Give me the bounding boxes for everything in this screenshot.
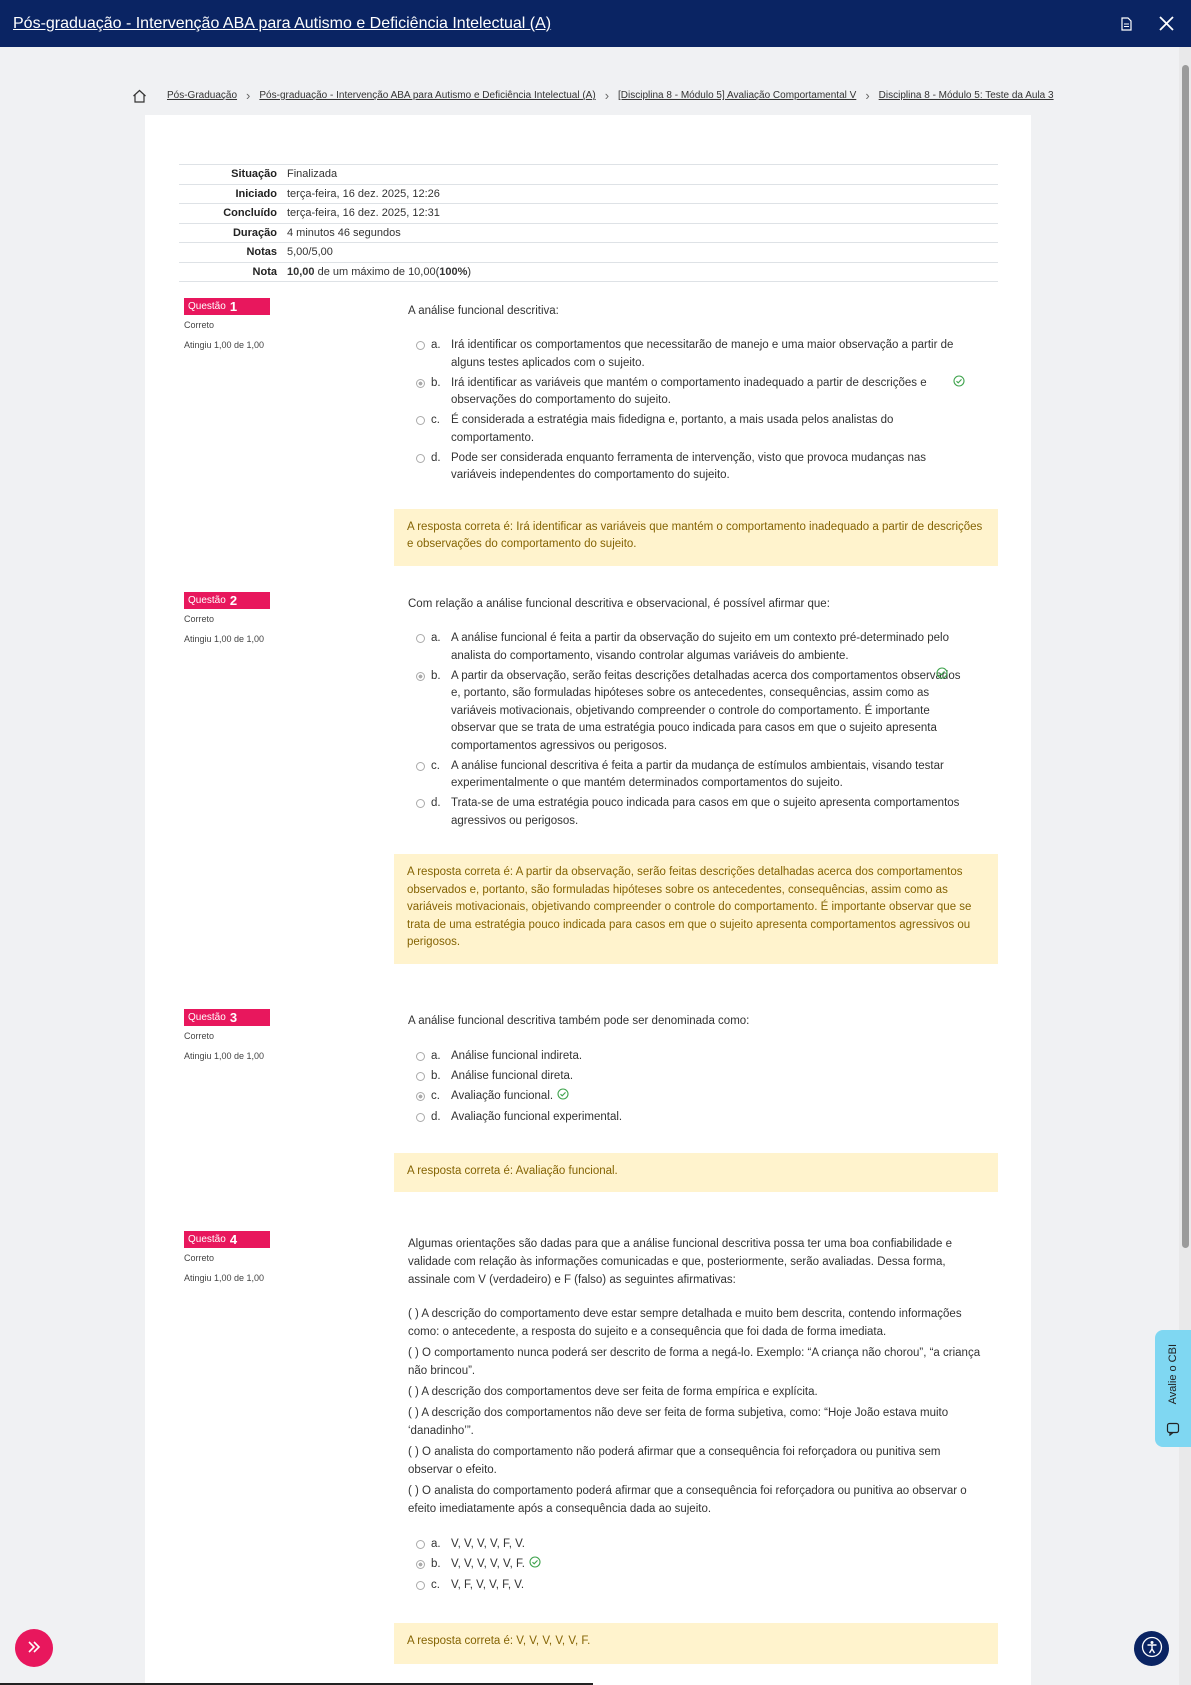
chevron-right-icon: › bbox=[604, 88, 610, 103]
question-text: A análise funcional descritiva: bbox=[408, 305, 559, 317]
breadcrumb-item-module[interactable]: [Disciplina 8 - Módulo 5] Avaliação Comportamental V bbox=[618, 90, 857, 101]
question-grade: Atingiu 1,00 de 1,00 bbox=[184, 634, 265, 644]
radio-button-selected[interactable] bbox=[416, 379, 425, 388]
radio-button[interactable] bbox=[416, 634, 425, 643]
answer-letter: a. bbox=[431, 632, 441, 644]
answer-letter: a. bbox=[431, 1050, 441, 1062]
statement: ( ) A descrição dos comportamentos deve ser feita de forma empírica e explícita. bbox=[408, 1386, 818, 1398]
summary-value bbox=[287, 262, 998, 282]
correct-answer-feedback: A resposta correta é: A partir da observação, serão feitas descrições detalhadas acerca dos comportamentos observados e, portanto, são formuladas hipóteses sobre os antecedentes, consequências, assim como as variáveis motivacionais, objetivando compreender o controle do comportamento. É importante observar que se trata de uma estratégia pouco indicada para casos em que o sujeito apresenta comportamentos agressivos ou perigosos. bbox=[394, 854, 998, 964]
question-badge bbox=[184, 1009, 270, 1026]
answer-text: A partir da observação, serão feitas descrições detalhadas acerca dos comportamentos observados e, portanto, são formuladas hipóteses sobre os antecedentes, consequências, assim como as variáveis motivacionais, objetivando compreender o controle do comportamento. É importante observar que se trata de uma estratégia pouco indicada para casos em que o sujeito apresenta comportamentos agressivos ou perigosos. bbox=[451, 669, 961, 752]
chevron-right-icon: › bbox=[246, 88, 251, 103]
breadcrumb-item-course[interactable]: Pós-graduação - Intervenção ABA para Autismo e Deficiência Intelectual (A) bbox=[259, 90, 596, 101]
correct-answer-feedback: A resposta correta é: Irá identificar as variáveis que mantém o comportamento inadequado a partir de descrições e observações do comportamento do sujeito. bbox=[394, 509, 998, 566]
radio-button-selected[interactable] bbox=[416, 672, 425, 681]
question-label: Questão bbox=[188, 1234, 226, 1245]
summary-value: 4 minutos 46 segundos bbox=[287, 226, 401, 239]
breadcrumb-item-quiz[interactable]: Disciplina 8 - Módulo 5: Teste da Aula 3 bbox=[878, 90, 1054, 101]
chevron-right-icon: › bbox=[865, 88, 870, 103]
question-info bbox=[184, 1009, 270, 1061]
answer-letter: d. bbox=[431, 797, 441, 809]
question-state: Correto bbox=[184, 1031, 215, 1041]
summary-row-iniciado bbox=[179, 184, 998, 204]
statements-list bbox=[408, 1305, 988, 1518]
answer-letter: d. bbox=[431, 451, 441, 464]
question-state: Correto bbox=[184, 320, 215, 330]
question-label: Questão bbox=[188, 1012, 226, 1023]
summary-row-nota bbox=[179, 262, 998, 282]
radio-button[interactable] bbox=[416, 1540, 425, 1549]
rate-cbi-tab[interactable] bbox=[1155, 1330, 1191, 1447]
double-chevron-right-icon bbox=[26, 1640, 42, 1657]
summary-label: Iniciado bbox=[235, 187, 277, 200]
home-icon[interactable] bbox=[132, 89, 147, 103]
answer-text: A análise funcional é feita a partir da observação do sujeito em um contexto pré-determinado pelo analista do comportamento, visando controlar algumas variáveis do ambiente. bbox=[451, 632, 949, 662]
answer-letter: c. bbox=[431, 1090, 440, 1102]
question-info bbox=[184, 592, 270, 644]
radio-button[interactable] bbox=[416, 1581, 425, 1590]
grade-max: de um máximo de 10,00( bbox=[314, 265, 440, 278]
answer-option[interactable] bbox=[416, 1536, 998, 1554]
summary-row-duracao bbox=[179, 223, 998, 243]
question-number: 3 bbox=[229, 1010, 238, 1025]
statement: ( ) O analista do comportamento poderá afirmar que a consequência foi reforçadora ou punitiva ao observar o efeito imediatamente após a consequência dada ao sujeito. bbox=[408, 1485, 967, 1515]
statement: ( ) A descrição dos comportamentos não deve ser feita de forma subjetiva, como: “Hoje João estava muito ‘danadinho’”. bbox=[408, 1407, 949, 1437]
question-prompt: Algumas orientações são dadas para que a análise funcional descritiva possa ter uma boa confiabilidade e validade com relação às informações comunicadas e que, posteriormente, serão avaliadas. Dessa forma, assinale com V (verdadeiro) e F (falso) as seguintes afirmativas: bbox=[408, 1238, 953, 1286]
radio-button[interactable] bbox=[416, 1113, 425, 1122]
summary-row-situacao bbox=[179, 165, 998, 185]
question-badge bbox=[184, 592, 270, 609]
answer-letter: b. bbox=[431, 1558, 441, 1570]
answer-text: Trata-se de uma estratégia pouco indicada para casos em que o sujeito apresenta comportamentos agressivos ou perigosos. bbox=[451, 797, 960, 827]
answer-list bbox=[408, 337, 998, 485]
radio-button-selected[interactable] bbox=[416, 1560, 425, 1569]
question-number: 2 bbox=[229, 593, 238, 608]
statement: ( ) O analista do comportamento não poderá afirmar que a consequência foi reforçadora ou punitiva sem observar o efeito. bbox=[408, 1446, 941, 1476]
answer-list bbox=[408, 630, 998, 830]
check-circle-icon bbox=[529, 1556, 541, 1575]
answer-letter: d. bbox=[431, 1111, 441, 1123]
answer-option[interactable] bbox=[416, 668, 998, 756]
radio-button[interactable] bbox=[416, 1072, 425, 1081]
answer-text: Análise funcional indireta. bbox=[451, 1050, 583, 1062]
radio-button[interactable] bbox=[416, 799, 425, 808]
answer-option[interactable] bbox=[416, 758, 998, 793]
answer-letter: b. bbox=[431, 376, 441, 389]
document-icon[interactable] bbox=[1114, 12, 1138, 36]
answer-text: V, V, V, V, V, F. bbox=[451, 1558, 525, 1570]
accessibility-icon bbox=[1141, 1636, 1163, 1661]
question-number: 1 bbox=[229, 299, 238, 314]
answer-list bbox=[408, 1048, 998, 1127]
answer-text: V, F, V, V, F, V. bbox=[451, 1579, 525, 1591]
answer-letter: c. bbox=[431, 1579, 440, 1591]
answer-option[interactable] bbox=[416, 1088, 998, 1107]
answer-option[interactable] bbox=[416, 375, 998, 410]
question-text bbox=[408, 1235, 988, 1518]
course-title[interactable]: Pós-graduação - Intervenção ABA para Autismo e Deficiência Intelectual (A) bbox=[13, 14, 552, 32]
answer-letter: a. bbox=[431, 339, 441, 351]
summary-value: terça-feira, 16 dez. 2025, 12:26 bbox=[287, 187, 440, 200]
question-text: A análise funcional descritiva também pode ser denominada como: bbox=[408, 1015, 750, 1027]
question-content bbox=[408, 302, 998, 566]
answer-text: Análise funcional direta. bbox=[451, 1070, 574, 1082]
answer-text: Pode ser considerada enquanto ferramenta de intervenção, visto que provoca mudanças nas variáveis independentes do comportamento do sujeito. bbox=[451, 451, 926, 481]
radio-button[interactable] bbox=[416, 1052, 425, 1061]
answer-list bbox=[408, 1536, 998, 1595]
question-number: 4 bbox=[229, 1232, 238, 1247]
answer-letter: c. bbox=[431, 759, 440, 772]
check-circle-icon bbox=[557, 1088, 569, 1107]
radio-button[interactable] bbox=[416, 762, 425, 771]
summary-label: Situação bbox=[231, 168, 277, 181]
question-info bbox=[184, 298, 270, 350]
answer-option[interactable] bbox=[416, 337, 998, 372]
radio-button[interactable] bbox=[416, 416, 425, 425]
answer-option[interactable] bbox=[416, 1109, 998, 1127]
summary-row-concluido bbox=[179, 204, 998, 224]
grade-value: 10,00 bbox=[287, 265, 315, 278]
answer-option[interactable] bbox=[416, 630, 998, 665]
answer-text: Avaliação funcional. bbox=[451, 1090, 554, 1102]
radio-button[interactable] bbox=[416, 341, 425, 350]
question-label: Questão bbox=[188, 595, 226, 606]
summary-value: 5,00/5,00 bbox=[287, 246, 333, 259]
summary-label: Nota bbox=[252, 265, 277, 278]
grade-close: ) bbox=[467, 265, 472, 278]
question-content bbox=[408, 595, 998, 964]
summary-value: terça-feira, 16 dez. 2025, 12:31 bbox=[287, 207, 440, 220]
question-content bbox=[408, 1235, 998, 1664]
answer-letter: b. bbox=[431, 669, 441, 682]
answer-text: Irá identificar as variáveis que mantém o comportamento inadequado a partir de descrições e observações do comportamento do sujeito. bbox=[451, 376, 927, 406]
summary-value: Finalizada bbox=[287, 168, 338, 181]
grade-percent: 100% bbox=[439, 265, 468, 278]
close-icon[interactable] bbox=[1154, 12, 1178, 36]
scrollbar-thumb[interactable] bbox=[1182, 65, 1189, 1248]
answer-option[interactable] bbox=[416, 1577, 998, 1595]
correct-answer-feedback: A resposta correta é: V, V, V, V, V, F. bbox=[394, 1623, 998, 1665]
answer-option[interactable] bbox=[416, 1048, 998, 1066]
statement: ( ) A descrição do comportamento deve estar sempre detalhada e muito bem descrita, contendo informações como: o antecedente, a resposta do sujeito e a consequência que foi dada de forma imediata. bbox=[408, 1308, 962, 1338]
chat-icon bbox=[1166, 1422, 1180, 1439]
accessibility-button[interactable] bbox=[1134, 1631, 1169, 1666]
answer-option[interactable] bbox=[416, 1068, 998, 1086]
answer-letter: c. bbox=[431, 414, 440, 426]
breadcrumb-item-posgraduacao[interactable]: Pós-Graduação bbox=[167, 90, 238, 101]
answer-option[interactable] bbox=[416, 1556, 998, 1575]
breadcrumb bbox=[132, 88, 1054, 103]
question-grade: Atingiu 1,00 de 1,00 bbox=[184, 1273, 265, 1283]
statement: ( ) O comportamento nunca poderá ser descrito de forma a negá-lo. Exemplo: “A criança não chorou”, “a criança não brincou”. bbox=[408, 1347, 981, 1377]
answer-letter: b. bbox=[431, 1070, 441, 1082]
check-circle-icon bbox=[936, 667, 948, 681]
check-circle-icon bbox=[953, 375, 965, 410]
question-content bbox=[408, 1012, 998, 1192]
rate-cbi-label: Avalie o CBI bbox=[1167, 1344, 1179, 1405]
answer-option[interactable] bbox=[416, 795, 998, 830]
summary-row-notas bbox=[179, 243, 998, 263]
answer-letter: a. bbox=[431, 1538, 441, 1550]
answer-option[interactable] bbox=[416, 450, 998, 485]
radio-button[interactable] bbox=[416, 454, 425, 463]
summary-label: Notas bbox=[246, 246, 277, 259]
question-badge bbox=[184, 1231, 270, 1248]
summary-label: Concluído bbox=[223, 207, 277, 220]
radio-button-selected[interactable] bbox=[416, 1092, 425, 1101]
answer-text: V, V, V, V, F, V. bbox=[451, 1538, 525, 1550]
question-grade: Atingiu 1,00 de 1,00 bbox=[184, 1051, 265, 1061]
question-grade: Atingiu 1,00 de 1,00 bbox=[184, 340, 265, 350]
question-state: Correto bbox=[184, 1253, 215, 1263]
correct-answer-feedback: A resposta correta é: Avaliação funcional. bbox=[394, 1153, 998, 1193]
answer-text: Avaliação funcional experimental. bbox=[451, 1111, 623, 1123]
answer-text: É considerada a estratégia mais fidedigna e, portanto, a mais usada pelos analistas do comportamento. bbox=[451, 414, 894, 444]
question-badge bbox=[184, 298, 270, 315]
expand-drawer-button[interactable] bbox=[15, 1629, 53, 1667]
answer-text: A análise funcional descritiva é feita a partir da mudança de estímulos ambientais, visando testar experimentalmente o que mantém determinados comportamentos do sujeito. bbox=[451, 759, 944, 789]
summary-label: Duração bbox=[232, 226, 277, 239]
top-bar bbox=[0, 0, 1191, 47]
question-label: Questão bbox=[188, 301, 226, 312]
question-info bbox=[184, 1231, 270, 1283]
question-text: Com relação a análise funcional descritiva e observacional, é possível afirmar que: bbox=[408, 598, 830, 610]
answer-text: Irá identificar os comportamentos que necessitarão de manejo e uma maior observação a partir de alguns testes aplicados com o sujeito. bbox=[451, 339, 954, 369]
answer-option[interactable] bbox=[416, 412, 998, 447]
attempt-summary-table bbox=[179, 164, 998, 282]
question-state: Correto bbox=[184, 614, 215, 624]
